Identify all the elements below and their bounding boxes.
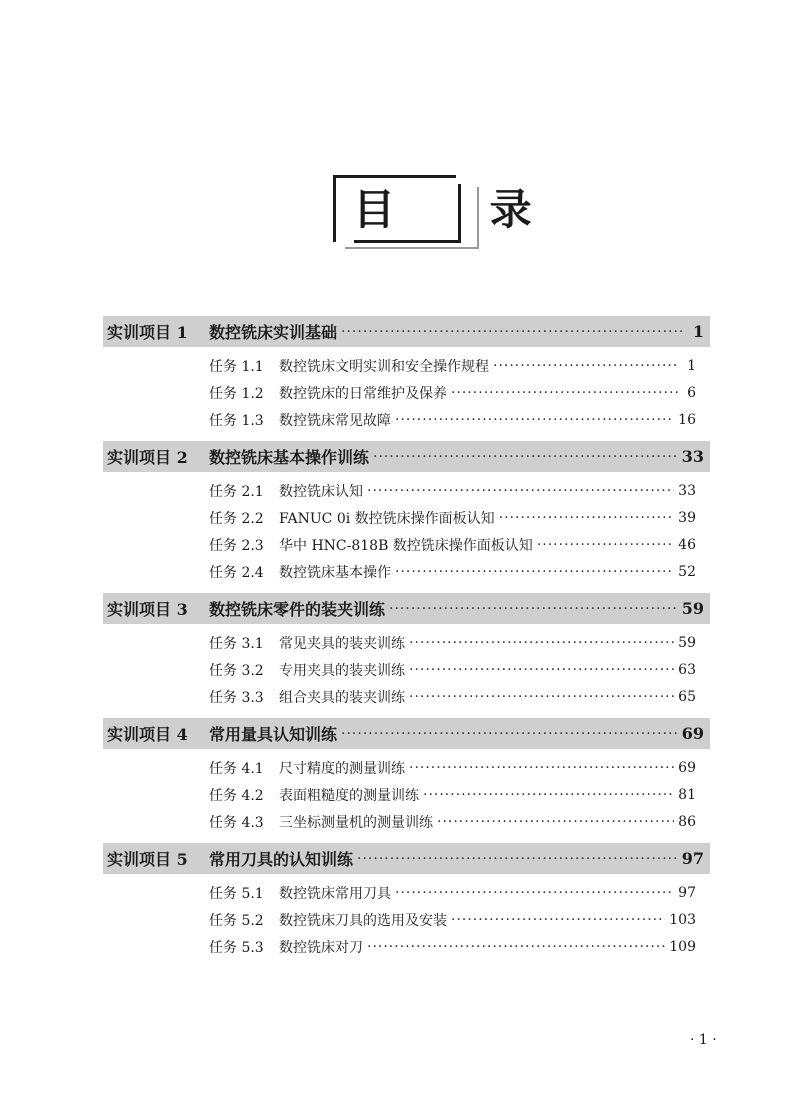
task-page: 1 bbox=[687, 357, 696, 374]
project-number: 实训项目 1 bbox=[107, 323, 188, 342]
dot-leader bbox=[389, 601, 678, 617]
task-page: 69 bbox=[678, 759, 696, 776]
project-number: 实训项目 4 bbox=[107, 725, 188, 744]
project-title: 数控铣床零件的装夹训练 bbox=[209, 600, 386, 619]
project-title: 数控铣床基本操作训练 bbox=[209, 448, 370, 467]
task-number: 任务 1.2 bbox=[209, 385, 264, 402]
toc-task-row[interactable] bbox=[103, 531, 710, 558]
toc-task-row[interactable] bbox=[103, 406, 710, 433]
toc-project-row[interactable] bbox=[103, 718, 710, 749]
dot-leader bbox=[367, 939, 665, 955]
task-title: 常见夹具的装夹训练 bbox=[279, 635, 405, 652]
task-number: 任务 4.2 bbox=[209, 787, 264, 804]
toc-task-row[interactable] bbox=[103, 477, 710, 504]
task-page: 46 bbox=[678, 536, 696, 553]
task-number: 任务 5.3 bbox=[209, 939, 264, 956]
task-title: 表面粗糙度的测量训练 bbox=[279, 787, 419, 804]
toc-task-row[interactable] bbox=[103, 379, 710, 406]
project-page: 97 bbox=[681, 849, 704, 868]
task-title: 数控铣床常用刀具 bbox=[279, 885, 391, 902]
project-number: 实训项目 2 bbox=[107, 448, 188, 467]
page-number: · 1 · bbox=[690, 1032, 717, 1048]
toc-task-row[interactable] bbox=[103, 352, 710, 379]
task-page: 86 bbox=[678, 813, 696, 830]
toc-task-row[interactable] bbox=[103, 906, 710, 933]
task-title: 组合夹具的装夹训练 bbox=[279, 689, 405, 706]
dot-leader bbox=[537, 537, 674, 553]
toc-project-row[interactable] bbox=[103, 441, 710, 472]
project-page: 59 bbox=[681, 599, 704, 618]
task-page: 109 bbox=[669, 938, 696, 955]
task-page: 52 bbox=[678, 563, 696, 580]
task-list bbox=[103, 749, 710, 843]
toc-task-row[interactable] bbox=[103, 504, 710, 531]
toc-project-row[interactable] bbox=[103, 843, 710, 874]
toc-task-row[interactable] bbox=[103, 754, 710, 781]
task-number: 任务 3.2 bbox=[209, 662, 264, 679]
task-title: FANUC 0i 数控铣床操作面板认知 bbox=[279, 510, 495, 527]
task-page: 33 bbox=[678, 482, 696, 499]
toc-task-row[interactable] bbox=[103, 933, 710, 960]
task-number: 任务 4.3 bbox=[209, 814, 264, 831]
project-number: 实训项目 3 bbox=[107, 600, 188, 619]
toc-task-row[interactable] bbox=[103, 781, 710, 808]
task-list bbox=[103, 624, 710, 718]
task-page: 65 bbox=[678, 688, 696, 705]
task-number: 任务 2.3 bbox=[209, 537, 264, 554]
task-title: 数控铣床对刀 bbox=[279, 939, 363, 956]
toc-task-row[interactable] bbox=[103, 629, 710, 656]
toc-task-row[interactable] bbox=[103, 683, 710, 710]
dot-leader bbox=[451, 912, 665, 928]
task-title: 尺寸精度的测量训练 bbox=[279, 760, 405, 777]
task-number: 任务 3.3 bbox=[209, 689, 264, 706]
task-number: 任务 1.1 bbox=[209, 358, 264, 375]
task-page: 63 bbox=[678, 661, 696, 678]
task-title: 华中 HNC-818B 数控铣床操作面板认知 bbox=[279, 537, 533, 554]
task-title: 数控铣床基本操作 bbox=[279, 564, 391, 581]
task-list bbox=[103, 874, 710, 968]
task-title: 数控铣床文明实训和安全操作规程 bbox=[279, 358, 489, 375]
project-title: 常用刀具的认知训练 bbox=[209, 850, 354, 869]
dot-leader bbox=[395, 564, 674, 580]
toc-project-row[interactable] bbox=[103, 316, 710, 347]
task-number: 任务 5.1 bbox=[209, 885, 264, 902]
dot-leader bbox=[409, 662, 674, 678]
project-page: 69 bbox=[681, 724, 704, 743]
dot-leader bbox=[409, 689, 674, 705]
task-number: 任务 3.1 bbox=[209, 635, 264, 652]
dot-leader bbox=[423, 787, 674, 803]
dot-leader bbox=[437, 814, 674, 830]
task-page: 103 bbox=[669, 911, 696, 928]
dot-leader bbox=[499, 510, 675, 526]
task-page: 59 bbox=[678, 634, 696, 651]
toc-task-row[interactable] bbox=[103, 879, 710, 906]
project-number: 实训项目 5 bbox=[107, 850, 188, 869]
task-title: 数控铣床刀具的选用及安装 bbox=[279, 912, 447, 929]
task-number: 任务 4.1 bbox=[209, 760, 264, 777]
task-page: 16 bbox=[678, 411, 696, 428]
dot-leader bbox=[409, 635, 674, 651]
project-page: 33 bbox=[681, 447, 704, 466]
task-list bbox=[103, 472, 710, 593]
toc-project-row[interactable] bbox=[103, 593, 710, 624]
table-of-contents bbox=[103, 316, 710, 968]
dot-leader bbox=[341, 726, 678, 742]
dot-leader bbox=[341, 324, 682, 340]
task-page: 6 bbox=[687, 384, 696, 401]
project-page: 1 bbox=[692, 322, 704, 341]
task-title: 数控铣床的日常维护及保养 bbox=[279, 385, 447, 402]
toc-task-row[interactable] bbox=[103, 558, 710, 585]
dot-leader bbox=[395, 885, 674, 901]
toc-title-block bbox=[333, 175, 572, 245]
task-title: 三坐标测量机的测量训练 bbox=[279, 814, 433, 831]
toc-task-row[interactable] bbox=[103, 656, 710, 683]
dot-leader bbox=[493, 358, 678, 374]
toc-task-row[interactable] bbox=[103, 808, 710, 835]
page-title: 目 录 bbox=[353, 185, 572, 234]
dot-leader bbox=[409, 760, 674, 776]
task-list bbox=[103, 347, 710, 441]
task-number: 任务 2.2 bbox=[209, 510, 264, 527]
dot-leader bbox=[357, 851, 678, 867]
task-title: 专用夹具的装夹训练 bbox=[279, 662, 405, 679]
task-page: 81 bbox=[678, 786, 696, 803]
task-number: 任务 1.3 bbox=[209, 412, 264, 429]
dot-leader bbox=[367, 483, 674, 499]
project-title: 数控铣床实训基础 bbox=[209, 323, 338, 342]
task-page: 97 bbox=[678, 884, 696, 901]
task-number: 任务 2.1 bbox=[209, 483, 264, 500]
task-title: 数控铣床常见故障 bbox=[279, 412, 391, 429]
dot-leader bbox=[373, 449, 678, 465]
task-title: 数控铣床认知 bbox=[279, 483, 363, 500]
task-number: 任务 5.2 bbox=[209, 912, 264, 929]
task-number: 任务 2.4 bbox=[209, 564, 264, 581]
project-title: 常用量具认知训练 bbox=[209, 725, 338, 744]
dot-leader bbox=[395, 412, 674, 428]
dot-leader bbox=[451, 385, 678, 401]
task-page: 39 bbox=[678, 509, 696, 526]
